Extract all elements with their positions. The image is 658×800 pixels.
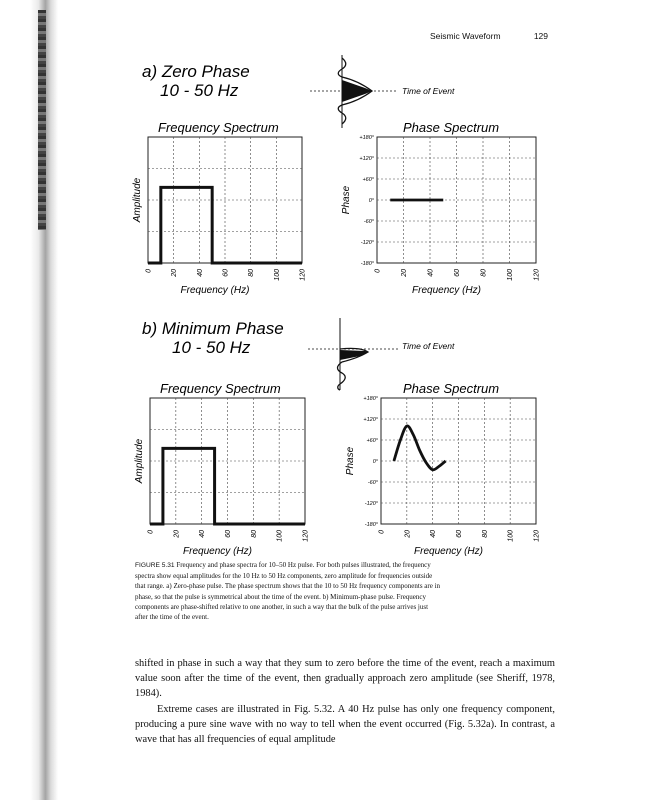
y-tick-label: +60°: [366, 438, 378, 444]
panel-b-phase-chart: [345, 396, 541, 557]
caption-line-4: phase, so that the pulse is symmetrical about the time of the event. b) Minimum-phase pulse. Frequency: [135, 592, 427, 601]
y-axis-label: Amplitude: [132, 177, 143, 223]
body-text: [135, 656, 555, 747]
x-tick-label: 120: [299, 269, 307, 281]
x-tick-label: 20: [404, 530, 412, 538]
panel-a-subtitle: 10 - 50 Hz: [160, 81, 239, 100]
caption-line-6: after the time of the event.: [135, 613, 209, 622]
caption-line-1: Frequency and phase spectra for 10–50 Hz pulse. For both pulses illustrated, the frequency: [176, 561, 431, 569]
x-tick-label: 60: [222, 269, 230, 277]
x-tick-label: 100: [276, 530, 284, 542]
panel-a-phase-title: Phase Spectrum: [403, 120, 500, 135]
x-tick-label: 40: [430, 530, 438, 538]
y-tick-label: -180°: [360, 261, 374, 267]
panel-a-event-label: Time of Event: [402, 86, 455, 96]
x-axis-label: Frequency (Hz): [412, 285, 481, 296]
x-tick-label: 80: [250, 530, 258, 538]
zero-phase-wavelet: [310, 55, 398, 128]
y-tick-label: -60°: [363, 219, 374, 225]
caption-line-5: components are phase-shifted relative to one another, in such a way that the bulk of the pulse arrives just: [135, 602, 429, 611]
caption-line-2: spectra show equal amplitudes for the 10 Hz to 50 Hz components, zero amplitude for frequencies outside: [135, 572, 433, 581]
x-tick-label: 120: [533, 269, 541, 281]
x-tick-label: 80: [481, 530, 489, 538]
x-tick-label: 20: [401, 269, 408, 277]
x-tick-label: 100: [507, 269, 514, 281]
x-tick-label: 0: [145, 269, 153, 273]
y-axis-label: Amplitude: [134, 438, 145, 484]
panel-a-title: a) Zero Phase: [142, 62, 250, 81]
x-tick-label: 20: [171, 269, 179, 277]
panel-b-event-label: Time of Event: [402, 341, 455, 351]
panel-b-title: b) Minimum Phase: [142, 319, 284, 338]
x-tick-label: 80: [480, 269, 488, 277]
x-tick-label: 0: [378, 530, 386, 534]
running-title: Seismic Waveform: [430, 31, 501, 41]
page-number: 129: [533, 31, 548, 41]
x-tick-label: 100: [273, 269, 281, 281]
figure-caption: [135, 560, 555, 622]
y-tick-label: -180°: [364, 522, 378, 528]
x-tick-label: 80: [248, 269, 256, 277]
y-tick-label: +120°: [359, 156, 374, 162]
y-tick-label: -120°: [364, 501, 378, 507]
panel-a-amplitude-chart: [132, 137, 307, 296]
x-axis-label: Frequency (Hz): [414, 546, 483, 557]
panel-a-phase-chart: [341, 135, 541, 296]
caption-lead: FIGURE 5.31: [135, 562, 175, 569]
body-paragraph-2: Extreme cases are illustrated in Fig. 5.32. A 40 Hz pulse has only one frequency component, producing a pure sine wave with no way to tell when the event occurred (Fig. 5.32a). In contrast, a wave that has all frequencies of equal amplitude: [135, 703, 555, 746]
y-tick-label: 0°: [372, 459, 378, 465]
panel-b-freq-title: Frequency Spectrum: [160, 381, 281, 396]
x-tick-label: 40: [199, 530, 207, 538]
y-tick-label: 0°: [368, 198, 374, 204]
body-paragraph-1: shifted in phase in such a way that they sum to zero before the time of the event, reach a maximum value soon after the time of the event, then gradually approach zero amplitude (see Sheriff, 1978, 1984).: [135, 658, 555, 700]
panel-b-subtitle: 10 - 50 Hz: [172, 338, 251, 357]
x-tick-label: 40: [427, 269, 435, 277]
x-tick-label: 120: [533, 530, 541, 542]
minimum-phase-wavelet: [308, 318, 398, 390]
caption-line: [135, 560, 555, 571]
y-tick-label: +120°: [363, 417, 378, 423]
caption-line-3: that range. a) Zero-phase pulse. The phase spectrum shows that the 10 to 50 Hz frequency components are in: [135, 582, 441, 591]
x-tick-label: 60: [225, 530, 232, 538]
y-axis-label: Phase: [341, 185, 352, 215]
x-tick-label: 20: [173, 530, 181, 538]
y-tick-label: +60°: [362, 177, 374, 183]
panel-b-phase-title: Phase Spectrum: [403, 381, 500, 396]
x-tick-label: 60: [454, 269, 461, 277]
series-line: [394, 426, 446, 470]
panel-a-freq-title: Frequency Spectrum: [158, 120, 279, 135]
x-tick-label: 60: [456, 530, 463, 538]
x-axis-label: Frequency (Hz): [183, 546, 252, 557]
x-tick-label: 40: [196, 269, 204, 277]
y-tick-label: +180°: [363, 396, 378, 402]
y-axis-label: Phase: [345, 446, 356, 476]
x-tick-label: 120: [302, 530, 310, 542]
y-tick-label: -120°: [360, 240, 374, 246]
y-tick-label: -60°: [367, 480, 378, 486]
x-tick-label: 0: [147, 530, 155, 534]
y-tick-label: +180°: [359, 135, 374, 141]
panel-b-amplitude-chart: [134, 398, 310, 557]
x-tick-label: 0: [374, 269, 382, 273]
x-axis-label: Frequency (Hz): [180, 285, 250, 296]
x-tick-label: 100: [507, 530, 515, 542]
